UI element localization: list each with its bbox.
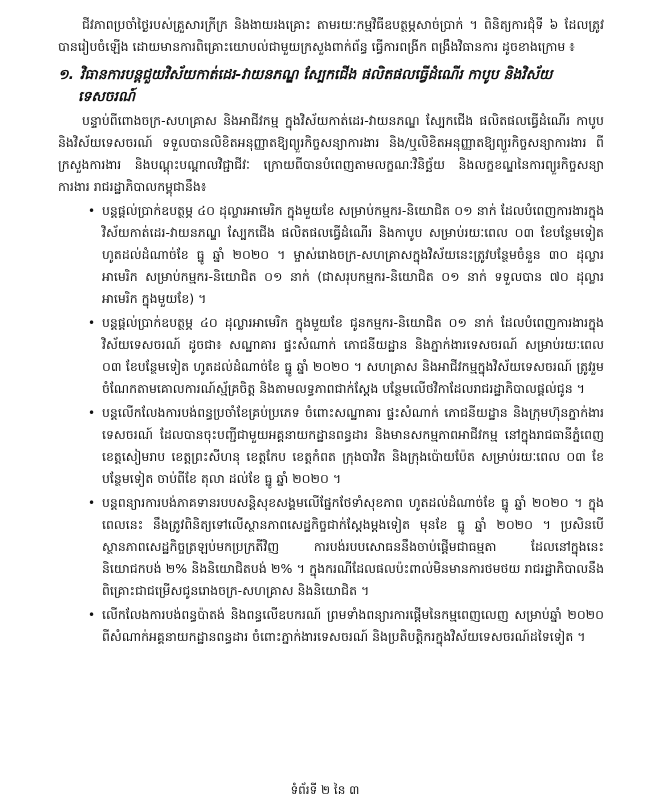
list-item-text: បន្តផ្តល់ប្រាក់ឧបត្ថម្ភ ៤០ ដុល្លារអាមេរិក ក្នុងមួយខែ សម្រាប់កម្មករ-និយោជិត ០១ នាក់ ដែលបំពេញការងារក្នុងវិស័យកាត់ដេរ-វាយនភណ្ឌ ស្បែកជើង ផលិតផលធ្វើដំណើរ និងកាបូប សម្រាប់រយៈពេល ០៣ ខែបន្ថែមទៀត ហូតដល់ដំណាច់ខែ ធ្នូ ឆ្នាំ ២០២០ ។ ម្ចាស់រោងចក្រ-សហគ្រាសក្នុងវិស័យនេះត្រូវបន្ថែមចំនួន ៣០ ដុល្លារអាមេរិក សម្រាប់កម្មករ-និយោជិត ០១ នាក់ (ជាសរុបកម្មករ-និយោជិត ០១ នាក់ ទទួលបាន ៧០ ដុល្លារអាមេរិក ក្នុងមួយខែ) ។ <box>102 203 604 306</box>
intro-paragraph: ជីវភាពប្រចាំថ្ងៃរបស់គ្រួសារក្រីក្រ និងងាយរងគ្រោះ តាមរយៈកម្មវិធីឧបត្ថម្ភសាច់ប្រាក់ ។ ពិនិត្យការជុំទី ៦ ដែលត្រូវបានរៀបចំឡើង ដោយមានការពិគ្រោះយោបល់ជាមួយក្រសួងពាក់ព័ន្ធ ធ្វើការពង្រីក ពង្រឹងវិធានការ ដូចខាងក្រោម ៖ <box>58 17 604 54</box>
measures-list <box>58 200 604 648</box>
section-number: ១. <box>58 67 74 83</box>
bullet-icon: • <box>88 608 96 622</box>
page-number-footer: ទំព័រទី ២ នៃ ៣ <box>290 783 360 797</box>
list-item <box>90 604 604 648</box>
list-item-text: លើកលែងការបង់ពន្ធប៉ាតង់ និងពន្ធលើឧបករណ៍ ព្រមទាំងពន្យារការផ្តើមនៃកម្មពេញលេញ សម្រាប់ឆ្នាំ ២០២០ ពីសំណាក់អគ្គនាយកដ្ឋានពន្ធដារ ចំពោះភ្នាក់ងារទេសចរណ៍ និងប្រតិបត្តិករក្នុងវិស័យទេសចរណ៍ដទៃទៀត ។ <box>102 607 604 644</box>
bullet-icon: • <box>88 406 96 420</box>
list-item <box>90 492 604 602</box>
section-heading <box>58 64 604 108</box>
bullet-icon: • <box>88 496 96 510</box>
list-item <box>90 402 604 490</box>
list-item-text: បន្តផ្តល់ប្រាក់ឧបត្ថម្ភ ៤០ ដុល្លារអាមេរិក ក្នុងមួយខែ ជូនកម្មករ-និយោជិត ០១ នាក់ ដែលបំពេញការងារក្នុងវិស័យទេសចរណ៍ ដូចជា៖ សណ្ឋាគារ ផ្ទះសំណាក់ ភោជនីយដ្ឋាន និងភ្នាក់ងារទេសចរណ៍ សម្រាប់រយៈពេល ០៣ ខែបន្ថែមទៀត ហូតដល់ដំណាច់ខែ ធ្នូ ឆ្នាំ ២០២០ ។ សហគ្រាស និងអាជីវកម្មក្នុងវិស័យទេសចរណ៍ ត្រូវរួមចំណែកតាមគោលការណ៍ស្ម័គ្រចិត្ត និងតាមលទ្ធភាពជាក់ស្តែង បន្ថែមលើថវិកាដែលរាជរដ្ឋាភិបាលផ្តល់ជូន ។ <box>102 315 604 396</box>
list-item <box>90 312 604 400</box>
list-item-text: បន្តពន្យារការបង់ភាគទានរបបសន្តិសុខសង្គមលើផ្នែកថែទាំសុខភាព ហូតដល់ដំណាច់ខែ ធ្នូ ឆ្នាំ ២០២០ ។ ក្នុងពេលនេះ នឹងត្រូវពិនិត្យទៅលើស្ថានភាពសេដ្ឋកិច្ចជាក់ស្តែងម្តងទៀត មុនខែ ធ្នូ ឆ្នាំ ២០២០ ។ ប្រសិនបើស្ថានភាពសេដ្ឋកិច្ចត្រឡប់មកប្រក្រតីវិញ ការបង់របបសោធននឹងចាប់ផ្តើមជាធម្មតា ដែលនៅក្នុងនេះ និយោជកបង់ ២% និងនិយោជិតបង់ ២% ។ ក្នុងករណីដែលផលប៉ះពាល់មិនមានការថមថយ រាជរដ្ឋាភិបាលនឹងពិគ្រោះជាជម្រើសជូនរោងចក្រ-សហគ្រាស និងនិយោជិត ។ <box>102 495 604 598</box>
bullet-icon: • <box>88 204 96 218</box>
bullet-icon: • <box>88 316 96 330</box>
section-title: វិធានការបន្តជួយវិស័យកាត់ដេរ-វាយនភណ្ឌ ស្បែកជើង ផលិតផលធ្វើដំណើរ កាបូប និងវិស័យទេសចរណ៍ <box>78 67 553 105</box>
list-item <box>90 200 604 310</box>
list-item-text: បន្តលើកលែងការបង់ពន្ធប្រចាំខែគ្រប់ប្រភេទ ចំពោះសណ្ឋាគារ ផ្ទះសំណាក់ ភោជនីយដ្ឋាន និងក្រុមហ៊ុនភ្នាក់ងារទេសចរណ៍ ដែលបានចុះបញ្ជីជាមួយអគ្គនាយកដ្ឋានពន្ធដារ និងមានសកម្មភាពអាជីវកម្ម នៅក្នុងរាជធានីភ្នំពេញ ខេត្តសៀមរាប ខេត្តព្រះសីហនុ ខេត្តកែប ខេត្តកំពត ក្រុងបាវិត និងក្រុងប៉ោយប៉ែត សម្រាប់រយៈពេល ០៣ ខែបន្ថែមទៀត ចាប់ពីខែ តុលា ដល់ខែ ធ្នូ ឆ្នាំ ២០២០ ។ <box>102 405 604 486</box>
section-body-paragraph: បន្ទាប់ពីពោងចក្រ-សហគ្រាស និងអាជីវកម្ម ក្នុងវិស័យកាត់ដេរ-វាយនភណ្ឌ ស្បែកជើង ផលិតផលធ្វើដំណើរ កាបូប និងវិស័យទេសចរណ៍ ទទួលបានលិខិតអនុញ្ញាតឱ្យព្យួរកិច្ចសន្យាការងារ និង/ឬលិខិតអនុញ្ញាតឱ្យព្យួរកិច្ចសន្យាការងារ ពីក្រសួងការងារ និងបណ្តុះបណ្តាលវិជ្ជាជីវៈ ក្រោយពីបានបំពេញតាមលក្ខណៈវិនិច្ឆ័យ និងលក្ខខណ្ឌនៃការព្យួរកិច្ចសន្យាការងារ រាជរដ្ឋាភិបាលកម្ពុជានឹង៖ <box>58 113 604 194</box>
